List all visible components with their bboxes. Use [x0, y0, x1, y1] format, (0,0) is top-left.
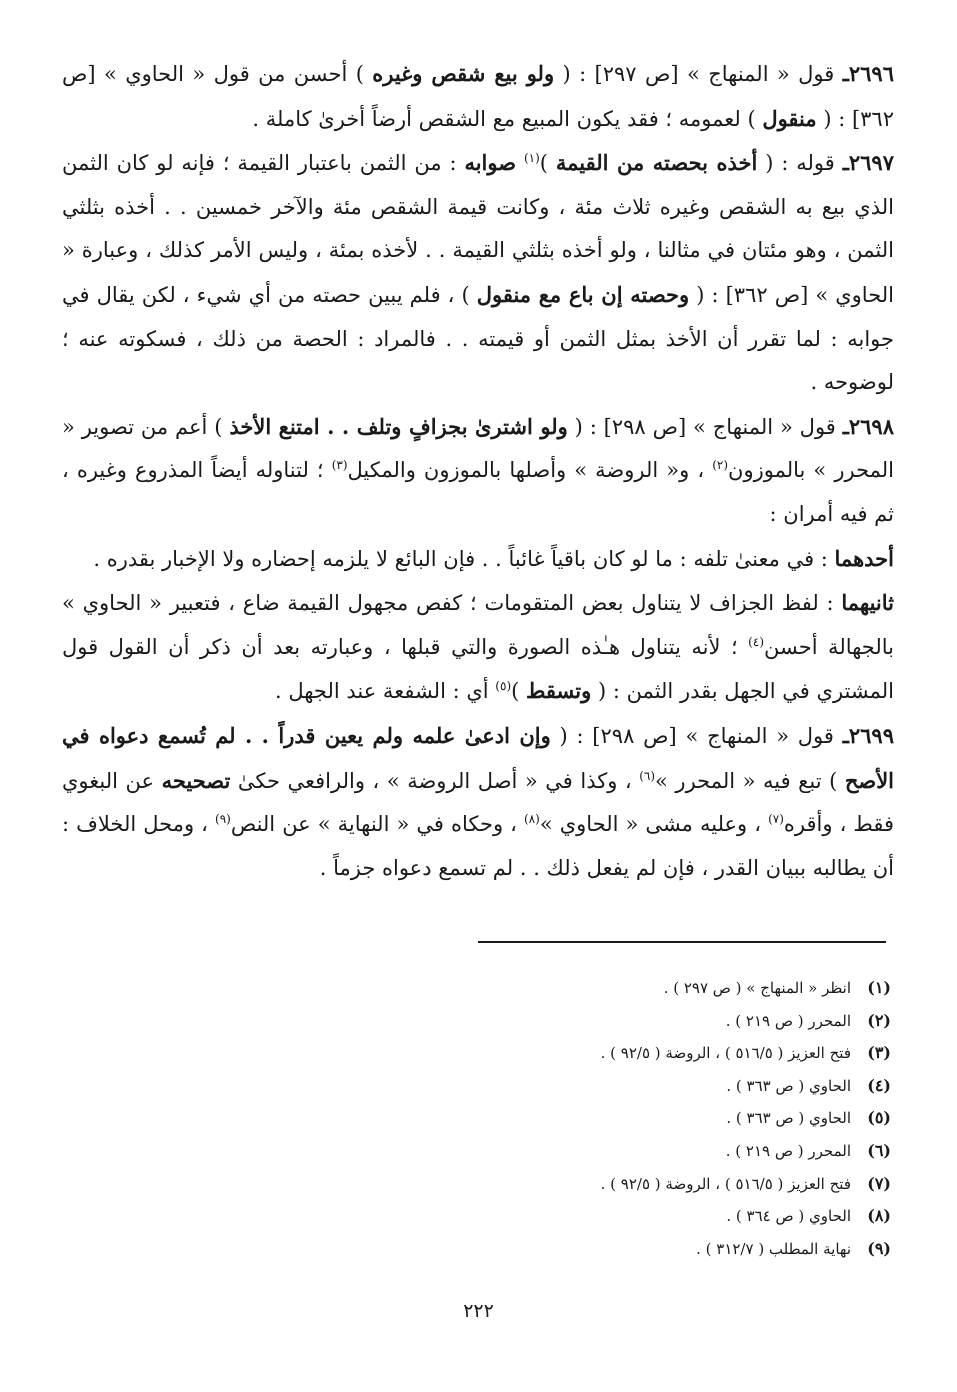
footnote-ref: (٢) — [712, 458, 729, 473]
bold-text: ٢٦٩٧ـ — [842, 150, 894, 176]
text-run: أي : الشفعة عند الجهل . — [274, 679, 496, 704]
bold-text: ثانيهما — [841, 590, 894, 616]
footnote-number: (٧) — [867, 1173, 891, 1193]
footnote-number: (١) — [867, 978, 891, 997]
footnote-number: (٨) — [867, 1206, 891, 1226]
footnote-text: الحاوي ( ص ٣٦٤ ) . — [726, 1207, 851, 1226]
text-run: ) أعم من تصوير « المحرر » بالموزون — [62, 414, 894, 483]
bold-text: وحصته إن باع مع منقول — [476, 281, 690, 307]
footnote-ref: (٣) — [331, 458, 348, 473]
bold-text: ٢٦٩٦ـ — [842, 61, 894, 86]
footnote-item — [291, 1135, 891, 1168]
footnote-item — [291, 1102, 891, 1135]
text-run: ، ومحل الخلاف : أن يطالبه ببيان القدر ، فإن لم يفعل ذلك . . لم تسمع دعواه جزماً . — [62, 812, 894, 880]
text-run: : لفظ الجزاف لا يتناول بعض المتقومات ؛ كفص مجهول القيمة ضاع ، فتعبير « الحاوي » بالجهالة أحسن — [62, 591, 894, 659]
text-run: ) أحسن من قول « الحاوي » [ص ٣٦٢] : ( — [62, 62, 894, 131]
footnotes-list — [291, 972, 891, 1265]
footnote-item — [291, 1200, 891, 1233]
text-run: ؛ لتناوله أيضاً المذروع وغيره ، ثم فيه أمران : — [62, 458, 894, 526]
bold-text: ٢٦٩٩ـ — [842, 722, 894, 748]
footnote-item — [291, 1037, 891, 1070]
footnote-item — [291, 972, 891, 1005]
bold-text: ولو اشترىٰ بجزافٍ وتلف . . امتنع الأخذ — [229, 413, 568, 439]
footnote-ref: (٨) — [523, 812, 540, 827]
text-run: ) تبع فيه « المحرر » — [655, 768, 845, 793]
text-run: قول « المنهاج » [ص ٢٩٨] : ( — [550, 723, 843, 748]
bold-text: وتسقط — [526, 678, 592, 704]
bold-text: وإن ادعىٰ علمه ولم يعين قدراً . . لم تُسمع دعواه في الأصح — [62, 722, 895, 793]
paragraph-p2699 — [62, 714, 894, 890]
bold-text: منقول — [762, 105, 817, 131]
footnote-text: انظر « المنهاج » ( ص ٢٩٧ ) . — [663, 979, 851, 997]
footnote-number: (٢) — [867, 1010, 891, 1030]
footnote-text: نهاية المطلب ( ٣١٢/٧ ) . — [696, 1239, 851, 1258]
paragraph-p2698 — [62, 405, 894, 537]
footnote-text: فتح العزيز ( ٥١٦/٥ ) ، الروضة ( ٩٢/٥ ) . — [600, 1044, 851, 1063]
bold-text: ولو بيع شقص وغيره — [372, 61, 555, 86]
footnote-ref: (١) — [523, 151, 540, 166]
main-text — [62, 52, 894, 890]
text-run: ، وحكاه في « النهاية » عن النص — [230, 812, 524, 837]
text-run: ، وعليه مشى « الحاوي » — [539, 812, 769, 837]
bold-text: ٢٦٩٨ـ — [842, 413, 894, 439]
footnote-text: الحاوي ( ص ٣٦٣ ) . — [726, 1076, 851, 1095]
paragraph-p-first — [62, 537, 894, 582]
text-run: ، و« الروضة » وأصلها بالموزون والمكيل — [347, 458, 713, 483]
footnote-ref: (٧) — [768, 812, 784, 827]
footnote-item — [291, 1168, 891, 1201]
paragraph-p2696 — [62, 52, 894, 141]
text-run: ) ، فلم يبين حصته من أي شيء ، لكن يقال في جوابه : لما تقرر أن الأخذ بمثل الثمن أو قيمته . . فالمراد : الحصة من ذلك ، فسكوته عنه ؛ لوضوحه . — [62, 282, 894, 395]
text-run — [516, 151, 524, 175]
text-run: : من الثمن باعتبار القيمة ؛ فإنه لو كان الثمن الذي بيع به الشقص وغيره ثلاث مئة ، وكانت قيمة الشقص مئة والآخر خمسين . . أخذه بثلثي الثمن ، وهو مئتان في مثالنا ، ولو أخذه بثلثي القيمة . . لأخذه بمئة ، وليس الأمر كذلك ، وعبارة « الحاوي » [ص ٣٦٢] : ( — [62, 151, 894, 307]
bold-text: تصحيحه — [161, 767, 231, 793]
text-run: ) لعمومه ؛ فقد يكون المبيع مع الشقص أرضاً أخرىٰ كاملة . — [252, 106, 763, 131]
footnote-text: الحاوي ( ص ٣٦٣ ) . — [726, 1109, 851, 1128]
footnote-number: (٤) — [867, 1075, 891, 1095]
footnote-number: (٦) — [867, 1140, 891, 1160]
text-run: قول « المنهاج » [ص ٢٩٨] : ( — [567, 414, 843, 439]
footnote-text: المحرر ( ص ٢١٩ ) . — [725, 1141, 851, 1160]
bold-text: أخذه بحصته من القيمة — [555, 150, 758, 176]
paragraph-p-second — [62, 581, 894, 714]
text-run: قول « المنهاج » [ص ٢٩٧] : ( — [554, 62, 843, 86]
footnote-text: المحرر ( ص ٢١٩ ) . — [725, 1011, 851, 1030]
footnote-item — [291, 1005, 891, 1038]
footnote-item — [291, 1070, 891, 1103]
footnote-item — [291, 1233, 891, 1266]
footnote-text: فتح العزيز ( ٥١٦/٥ ) ، الروضة ( ٩٢/٥ ) . — [600, 1174, 851, 1193]
text-run: ) — [539, 151, 556, 176]
footnote-ref: (٤) — [748, 634, 764, 649]
paragraph-p2697 — [62, 141, 894, 405]
footnote-ref: (٩) — [215, 812, 231, 827]
text-run: ) — [511, 679, 526, 704]
footnote-divider — [478, 941, 886, 943]
text-run: ، وكذا في « أصل الروضة » ، والرافعي حكىٰ — [230, 768, 640, 793]
bold-text: أحدهما — [834, 545, 894, 571]
page-number: ٢٢٢ — [463, 1300, 494, 1322]
text-run: : في معنىٰ تلفه : ما لو كان باقياً غائباً . . فإن البائع لا يلزمه إحضاره ولا الإخبار بقدره . — [93, 546, 835, 571]
text-run: قوله : ( — [757, 151, 843, 176]
text-run: ؛ لأنه يتناول هـٰذه الصورة والتي قبلها ، وعبارته بعد أن ذكر أن القول قول المشتري في الجهل بقدر الثمن : ( — [62, 634, 894, 704]
footnote-number: (٣) — [867, 1043, 891, 1063]
footnote-number: (٩) — [867, 1238, 891, 1258]
footnote-ref: (٥) — [495, 679, 512, 694]
bold-text: صوابه — [464, 150, 517, 176]
text-run: عن البغوي فقط ، وأقره — [62, 768, 895, 837]
footnote-ref: (٦) — [639, 768, 656, 783]
footnote-number: (٥) — [867, 1108, 891, 1128]
